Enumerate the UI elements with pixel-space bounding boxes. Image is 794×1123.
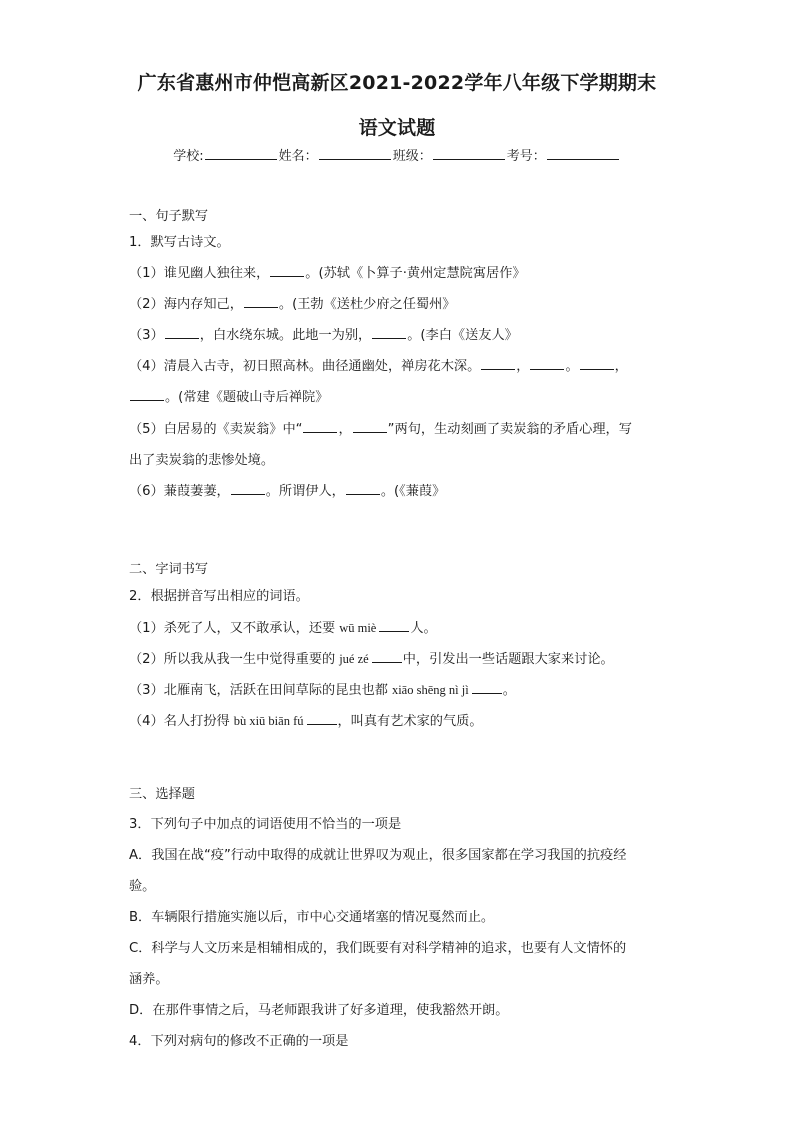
school-label: 学校:: [173, 149, 204, 164]
exam-title-line2: 语文试题: [358, 117, 436, 139]
q1-item-5: （5）白居易的《卖炭翁》中“ ， ”两句，生动刻画了卖炭翁的矛盾心理，写: [129, 422, 632, 437]
school-blank[interactable]: [205, 147, 277, 160]
answer-blank[interactable]: [307, 712, 337, 725]
answer-blank[interactable]: [481, 357, 515, 370]
section1-heading: 一、句子默写: [129, 209, 209, 224]
section2-heading: 二、字词书写: [129, 562, 209, 577]
q1-item-1: （1）谁见幽人独往来， 。(苏轼《卜算子·黄州定慧院寓居作》: [129, 266, 526, 281]
answer-blank[interactable]: [472, 681, 502, 694]
answer-blank[interactable]: [379, 619, 409, 632]
class-label: 班级：: [392, 149, 432, 164]
q1-item-6: （6）蒹葭萋萋， 。所谓伊人， 。(《蒹葭》: [129, 484, 446, 499]
exam-no-blank[interactable]: [547, 147, 619, 160]
answer-blank[interactable]: [372, 326, 406, 339]
answer-blank[interactable]: [130, 388, 164, 401]
class-blank[interactable]: [433, 147, 505, 160]
answer-blank[interactable]: [303, 420, 337, 433]
exam-title-line1: 广东省惠州市仲恺高新区2021-2022学年八年级下学期期末: [137, 72, 657, 94]
exam-no-label: 考号：: [506, 149, 546, 164]
answer-blank[interactable]: [244, 295, 278, 308]
pinyin: xiāo shēng nì jì: [391, 683, 469, 697]
q3-option-a[interactable]: A．我国在战“疫”行动中取得的成就让世界叹为观止，很多国家都在学习我国的抗疫经: [129, 848, 627, 863]
q1-item-3: （3） ，白水绕东城。此地一为别， 。(李白《送友人》: [129, 328, 518, 343]
q1-item-4: （4）清晨入古寺，初日照高林。曲径通幽处，禅房花木深。 ， 。 ，: [129, 359, 628, 374]
q4-stem: 4．下列对病句的修改不正确的一项是: [129, 1034, 349, 1049]
answer-blank[interactable]: [270, 264, 304, 277]
name-label: 姓名：: [278, 149, 318, 164]
q2-intro: 2．根据拼音写出相应的词语。: [129, 589, 309, 604]
answer-blank[interactable]: [530, 357, 564, 370]
answer-blank[interactable]: [231, 482, 265, 495]
q1-item-5-cont: 出了卖炭翁的悲惨处境。: [129, 453, 275, 468]
q1-item-2: （2）海内存知己， 。(王勃《送杜少府之任蜀州》: [129, 297, 456, 312]
answer-blank[interactable]: [372, 650, 402, 663]
q3-option-b[interactable]: B．车辆限行措施实施以后，市中心交通堵塞的情况戛然而止。: [129, 910, 495, 925]
q2-item-1: （1）杀死了人，又不敢承认，还要 wū miè 人。: [129, 621, 437, 636]
q2-item-3: （3）北雁南飞，活跃在田间草际的昆虫也都 xiāo shēng nì jì 。: [129, 683, 516, 698]
q1-item-4-cont: 。(常建《题破山寺后禅院》: [129, 388, 669, 408]
answer-blank[interactable]: [165, 326, 199, 339]
pinyin: bù xiū biān fú: [233, 714, 304, 728]
q1-intro: 1．默写古诗文。: [129, 235, 230, 250]
answer-blank[interactable]: [580, 357, 614, 370]
q3-option-c[interactable]: C．科学与人文历来是相辅相成的，我们既要有对科学精神的追求，也要有人文情怀的: [129, 941, 627, 956]
student-info-line: [0, 145, 794, 164]
q3-option-c-cont: 涵养。: [129, 972, 169, 987]
q3-stem: 3．下列句子中加点的词语使用不恰当的一项是: [129, 817, 402, 832]
name-blank[interactable]: [319, 147, 391, 160]
answer-blank[interactable]: [346, 482, 380, 495]
pinyin: wū miè: [339, 621, 377, 635]
q3-option-a-cont: 验。: [129, 879, 156, 894]
q3-option-d[interactable]: D．在那件事情之后，马老师跟我讲了好多道理，使我豁然开朗。: [129, 1003, 509, 1018]
q2-item-4: （4）名人打扮得 bù xiū biān fú ，叫真有艺术家的气质。: [129, 714, 483, 729]
pinyin: jué zé: [339, 652, 369, 666]
answer-blank[interactable]: [353, 420, 387, 433]
q2-item-2: （2）所以我从我一生中觉得重要的 jué zé 中，引发出一些话题跟大家来讨论。: [129, 652, 614, 667]
section3-heading: 三、选择题: [129, 787, 195, 802]
